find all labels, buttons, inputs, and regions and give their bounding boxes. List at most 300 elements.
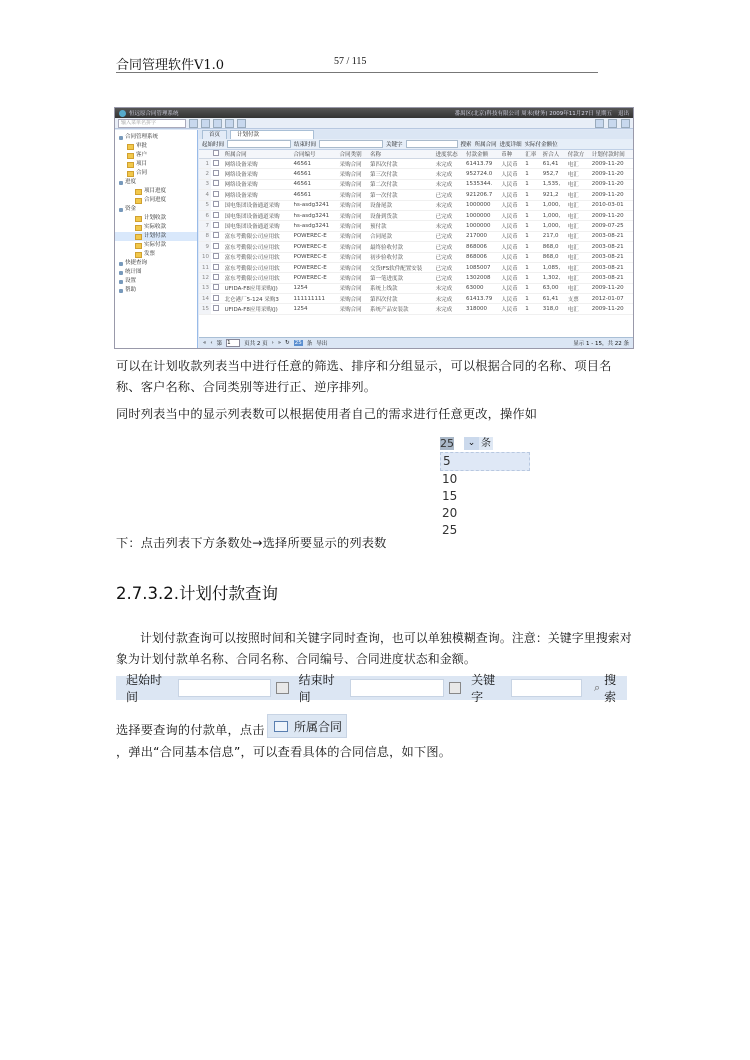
table-cell: 1000000 xyxy=(464,210,499,220)
table-cell: 采购合同 xyxy=(338,242,368,252)
app-screenshot xyxy=(114,107,634,349)
table-cell: 富东考勤限公司应用软 xyxy=(223,252,292,262)
row-checkbox[interactable] xyxy=(213,232,219,238)
paragraph: ，弹出“合同基本信息”，可以查看具体的合同信息，如下图。 xyxy=(116,745,452,759)
table-cell: 系统上线款 xyxy=(368,283,434,293)
paragraph: 下：点击列表下方条数处→选择所要显示的列表数 xyxy=(116,536,387,550)
tree-item[interactable] xyxy=(115,214,197,223)
checkbox-cell[interactable] xyxy=(211,252,223,262)
table-cell: 46561 xyxy=(292,179,338,189)
table-cell: 2010-03-01 xyxy=(590,200,633,210)
table-cell: UFIDA-F8应用采购(J) xyxy=(223,304,292,314)
tree-item[interactable] xyxy=(115,232,197,241)
table-cell: 868,0 xyxy=(541,242,566,252)
toolbar-button[interactable] xyxy=(189,119,198,128)
table-row[interactable] xyxy=(199,273,633,283)
search-bar xyxy=(116,673,627,704)
table-cell: 未完成 xyxy=(434,304,464,314)
table-cell: 人民币 xyxy=(499,179,523,189)
row-checkbox[interactable] xyxy=(213,160,219,166)
table-cell: 1 xyxy=(523,304,541,314)
prev-page-icon[interactable]: ‹ xyxy=(210,340,213,346)
table-cell: 1 xyxy=(523,221,541,231)
keyword-input[interactable] xyxy=(511,679,582,697)
next-page-icon[interactable]: › xyxy=(271,340,274,346)
table-cell: 61413.79 xyxy=(464,159,499,169)
table-cell: 1 xyxy=(523,294,541,304)
table-cell: 2009-11-20 xyxy=(590,179,633,189)
table-cell: 2003-08-21 xyxy=(590,273,633,283)
table-cell: 人民币 xyxy=(499,294,523,304)
app-titlebar xyxy=(115,108,633,118)
table-cell: 采购合同 xyxy=(338,159,368,169)
checkbox-cell[interactable] xyxy=(211,283,223,293)
dropdown-option[interactable]: 5 xyxy=(440,452,530,471)
export-button[interactable]: 导出 xyxy=(316,341,328,347)
column-header[interactable]: 合同类别 xyxy=(338,150,368,159)
tree-item[interactable] xyxy=(115,142,197,151)
tab-plan-payment[interactable]: 计划付款 xyxy=(230,130,314,139)
table-cell: 1302008 xyxy=(464,273,499,283)
menu-search-input[interactable]: 输入菜单名拼字 xyxy=(118,119,186,128)
tree-item-label: 实际付款 xyxy=(144,242,167,248)
table-row[interactable] xyxy=(199,231,633,241)
table-cell: 1000000 xyxy=(464,200,499,210)
table-cell: 2009-11-20 xyxy=(590,190,633,200)
page-header xyxy=(116,54,598,73)
checkbox-cell[interactable] xyxy=(211,273,223,283)
keyword-label: 关键字 xyxy=(386,142,403,148)
checkbox-cell[interactable] xyxy=(211,200,223,210)
tree-item-label: 计划付款 xyxy=(144,233,167,239)
row-checkbox[interactable] xyxy=(213,284,219,290)
row-checkbox[interactable] xyxy=(213,201,219,207)
table-row[interactable] xyxy=(199,159,633,169)
row-number: 9 xyxy=(199,242,211,252)
table-row[interactable] xyxy=(199,210,633,220)
checkbox-cell[interactable] xyxy=(211,242,223,252)
table-cell: 预付款 xyxy=(368,221,434,231)
row-checkbox[interactable] xyxy=(213,305,219,311)
table-cell: 868,0 xyxy=(541,252,566,262)
tree-item[interactable] xyxy=(115,277,197,286)
toolbar-button[interactable] xyxy=(608,119,617,128)
table-cell: 2009-11-20 xyxy=(590,169,633,179)
column-header[interactable]: 合同编号 xyxy=(292,150,338,159)
tree-item[interactable] xyxy=(115,196,197,205)
table-cell: 46561 xyxy=(292,169,338,179)
row-checkbox[interactable] xyxy=(213,212,219,218)
tree-item-label: 客户 xyxy=(136,152,148,158)
tree-item-label: 统计图 xyxy=(125,269,142,275)
table-cell: 未完成 xyxy=(434,294,464,304)
table-cell: 采购合同 xyxy=(338,294,368,304)
row-checkbox[interactable] xyxy=(213,243,219,249)
tree-node-icon xyxy=(119,271,123,275)
end-time-input[interactable] xyxy=(319,140,383,148)
belong-contract-button[interactable] xyxy=(267,714,347,738)
table-cell: 采购合同 xyxy=(338,190,368,200)
folder-icon xyxy=(135,198,142,204)
page-number: 57 / 115 xyxy=(334,56,367,67)
column-header[interactable]: 计划付款时间 xyxy=(590,150,633,159)
table-cell: 111111111 xyxy=(292,294,338,304)
tree-item-label: 资金 xyxy=(125,206,137,212)
toolbar-button[interactable] xyxy=(237,119,246,128)
table-cell: 1000000 xyxy=(464,221,499,231)
column-header[interactable]: 汇率 xyxy=(523,150,541,159)
checkbox-cell[interactable] xyxy=(211,304,223,314)
table-cell: 采购合同 xyxy=(338,179,368,189)
column-header[interactable]: 付款金额 xyxy=(464,150,499,159)
table-cell: 未完成 xyxy=(434,169,464,179)
table-cell: POWEREC-E xyxy=(292,273,338,283)
tree-item[interactable] xyxy=(115,286,197,295)
checkbox-cell[interactable] xyxy=(211,210,223,220)
start-time-input[interactable] xyxy=(227,140,291,148)
keyword-label: 关键字 xyxy=(471,673,496,704)
folder-icon xyxy=(135,243,142,249)
table-cell: 46561 xyxy=(292,190,338,200)
keyword-input[interactable] xyxy=(406,140,458,148)
tree-item-label: 审批 xyxy=(136,143,148,149)
column-header[interactable]: 所属合同 xyxy=(223,150,292,159)
table-row[interactable] xyxy=(199,221,633,231)
table-cell: 已完成 xyxy=(434,231,464,241)
app-toolbar xyxy=(115,118,633,129)
table-cell: 63000 xyxy=(464,283,499,293)
folder-icon xyxy=(127,171,134,177)
table-cell: 1,000, xyxy=(541,210,566,220)
row-checkbox[interactable] xyxy=(213,180,219,186)
table-cell: 已完成 xyxy=(434,242,464,252)
table-cell: 北仑港厂5-124 采购3 xyxy=(223,294,292,304)
search-button[interactable]: 搜索 xyxy=(460,142,472,148)
table-cell: 1,085, xyxy=(541,262,566,272)
table-row[interactable] xyxy=(199,304,633,314)
table-cell: 电汇 xyxy=(566,179,590,189)
table-cell: 采购合同 xyxy=(338,273,368,283)
folder-icon xyxy=(135,234,142,240)
logout-link[interactable]: 退出 xyxy=(617,111,629,117)
checkbox-cell[interactable] xyxy=(211,190,223,200)
start-time-label: 起始时间 xyxy=(126,673,163,704)
document-title: 合同管理软件V1.0 xyxy=(116,58,225,73)
row-checkbox[interactable] xyxy=(213,191,219,197)
table-cell: 第三次付款 xyxy=(368,169,434,179)
tree-item-label: 帮助 xyxy=(125,287,137,293)
table-row[interactable] xyxy=(199,190,633,200)
table-cell: 电汇 xyxy=(566,304,590,314)
table-cell: 富东考勤限公司应用软 xyxy=(223,242,292,252)
table-cell: 2009-11-20 xyxy=(590,159,633,169)
folder-icon xyxy=(135,189,142,195)
payment-grid xyxy=(199,150,633,315)
page-size-dropdown[interactable] xyxy=(440,436,530,539)
table-cell: POWEREC-E xyxy=(292,231,338,241)
checkbox-cell[interactable] xyxy=(211,221,223,231)
table-cell: 人民币 xyxy=(499,304,523,314)
tree-item[interactable] xyxy=(115,241,197,250)
table-cell: 富东考勤限公司应用软 xyxy=(223,231,292,241)
row-number: 2 xyxy=(199,169,211,179)
dropdown-option[interactable]: 10 xyxy=(442,472,458,486)
checkbox-cell[interactable] xyxy=(211,231,223,241)
table-cell: 1 xyxy=(523,179,541,189)
table-cell: 人民币 xyxy=(499,252,523,262)
belong-contract-button[interactable]: 所属合同 xyxy=(474,142,497,148)
table-cell: 合同尾款 xyxy=(368,231,434,241)
search-button[interactable]: 搜索 xyxy=(604,673,617,704)
tree-item[interactable] xyxy=(115,205,197,214)
dropdown-option[interactable]: 20 xyxy=(442,506,458,520)
refresh-icon[interactable]: ↻ xyxy=(285,340,290,346)
folder-icon xyxy=(127,162,134,168)
table-cell: 未完成 xyxy=(434,283,464,293)
app-logo-icon xyxy=(119,110,126,117)
table-cell: hs-asdg3241 xyxy=(292,200,338,210)
table-cell: 1 xyxy=(523,283,541,293)
tree-item[interactable] xyxy=(115,259,197,268)
pager-summary: 显示 1 - 15，共 22 条 xyxy=(573,341,629,347)
actual-amount-button[interactable]: 实际付金额位 xyxy=(524,142,558,148)
table-cell: 2009-11-20 xyxy=(590,283,633,293)
row-checkbox[interactable] xyxy=(213,222,219,228)
table-row[interactable] xyxy=(199,169,633,179)
checkbox-cell[interactable] xyxy=(211,179,223,189)
dropdown-option[interactable]: 25 xyxy=(442,523,458,537)
column-header[interactable]: 币种 xyxy=(499,150,523,159)
table-cell: 1 xyxy=(523,231,541,241)
checkbox-cell[interactable] xyxy=(211,169,223,179)
progress-detail-button[interactable]: 进度详细 xyxy=(499,142,522,148)
table-cell: 采购合同 xyxy=(338,283,368,293)
tree-item[interactable] xyxy=(115,169,197,178)
column-header[interactable]: 进度状态 xyxy=(434,150,464,159)
table-cell: 1 xyxy=(523,169,541,179)
table-cell: 2003-08-21 xyxy=(590,231,633,241)
table-cell: 电汇 xyxy=(566,221,590,231)
table-cell: 电汇 xyxy=(566,190,590,200)
table-cell: hs-asdg3241 xyxy=(292,221,338,231)
main-panel xyxy=(199,130,633,348)
table-row[interactable] xyxy=(199,242,633,252)
table-cell: 1 xyxy=(523,210,541,220)
tree-item[interactable] xyxy=(115,133,197,142)
tree-item-label: 计划收款 xyxy=(144,215,167,221)
table-cell: 61,41 xyxy=(541,159,566,169)
table-row[interactable] xyxy=(199,200,633,210)
table-cell: 交货IFS软件配置安装 xyxy=(368,262,434,272)
paragraph: 同时列表当中的显示列表数可以根据使用者自己的需求进行任意更改，操作如 xyxy=(116,407,538,421)
first-page-icon[interactable]: « xyxy=(203,340,207,346)
table-cell: 1,000, xyxy=(541,200,566,210)
table-cell: 采购合同 xyxy=(338,169,368,179)
table-cell: 人民币 xyxy=(499,242,523,252)
table-cell: POWEREC-E xyxy=(292,242,338,252)
table-cell: 采购合同 xyxy=(338,210,368,220)
tree-item-label: 进度 xyxy=(125,179,137,185)
table-cell: 未完成 xyxy=(434,159,464,169)
table-cell: 初步验收付款 xyxy=(368,252,434,262)
chevron-down-icon[interactable]: ⌄ xyxy=(464,437,479,450)
table-cell: 电汇 xyxy=(566,283,590,293)
table-cell: 1 xyxy=(523,242,541,252)
tree-item-label: 合同进度 xyxy=(144,197,167,203)
table-cell: 采购合同 xyxy=(338,304,368,314)
table-cell: 设备到货款 xyxy=(368,210,434,220)
tree-item-label: 快捷查询 xyxy=(125,260,148,266)
table-cell: 未完成 xyxy=(434,221,464,231)
tree-node-icon xyxy=(119,208,123,212)
tree-node-icon xyxy=(119,262,123,266)
tree-item[interactable] xyxy=(115,268,197,277)
table-cell: 富东考勤限公司应用软 xyxy=(223,273,292,283)
row-number: 13 xyxy=(199,283,211,293)
start-time-input[interactable] xyxy=(178,679,271,697)
table-cell: 网络设备采购 xyxy=(223,159,292,169)
table-cell: POWEREC-E xyxy=(292,252,338,262)
end-time-input[interactable] xyxy=(350,679,443,697)
table-cell: 第四次付款 xyxy=(368,294,434,304)
tab-home[interactable]: 首页 xyxy=(202,130,227,139)
checkbox-cell[interactable] xyxy=(211,294,223,304)
table-cell: 1 xyxy=(523,190,541,200)
table-cell: 已完成 xyxy=(434,273,464,283)
table-cell: 人民币 xyxy=(499,262,523,272)
tree-item[interactable] xyxy=(115,151,197,160)
tree-item[interactable] xyxy=(115,187,197,196)
search-icon[interactable]: ⌕ xyxy=(593,681,601,694)
table-cell: 人民币 xyxy=(499,221,523,231)
table-cell: 1 xyxy=(523,200,541,210)
table-cell: 2003-08-21 xyxy=(590,262,633,272)
table-cell: 46561 xyxy=(292,159,338,169)
table-cell: 2003-08-21 xyxy=(590,242,633,252)
tree-item[interactable] xyxy=(115,160,197,169)
table-cell: 1 xyxy=(523,262,541,272)
table-row[interactable] xyxy=(199,294,633,304)
table-cell: 217,0 xyxy=(541,231,566,241)
table-cell: hs-asdg3241 xyxy=(292,210,338,220)
toolbar-button[interactable] xyxy=(225,119,234,128)
row-checkbox[interactable] xyxy=(213,274,219,280)
table-row[interactable] xyxy=(199,252,633,262)
row-checkbox[interactable] xyxy=(213,295,219,301)
toolbar-button[interactable] xyxy=(201,119,210,128)
dropdown-option[interactable]: 15 xyxy=(442,489,458,503)
tree-item[interactable] xyxy=(115,223,197,232)
table-cell: 采购合同 xyxy=(338,200,368,210)
table-row[interactable] xyxy=(199,283,633,293)
table-cell: 已完成 xyxy=(434,252,464,262)
table-cell: 人民币 xyxy=(499,159,523,169)
table-row[interactable] xyxy=(199,262,633,272)
table-cell: 电汇 xyxy=(566,169,590,179)
row-checkbox[interactable] xyxy=(213,253,219,259)
column-header[interactable]: 折合人 xyxy=(541,150,566,159)
toolbar-button[interactable] xyxy=(621,119,630,128)
dropdown-options xyxy=(440,452,530,539)
row-number-header xyxy=(199,150,211,159)
table-cell: 电汇 xyxy=(566,242,590,252)
table-cell: 未完成 xyxy=(434,200,464,210)
table-cell: 318,0 xyxy=(541,304,566,314)
row-number: 11 xyxy=(199,262,211,272)
row-checkbox[interactable] xyxy=(213,264,219,270)
table-cell: UFIDA-F8应用采购(J) xyxy=(223,283,292,293)
page-size-unit: 条 xyxy=(306,341,313,347)
tree-item-label: 合同 xyxy=(136,170,148,176)
table-cell: 1 xyxy=(523,273,541,283)
table-cell: 61413.79 xyxy=(464,294,499,304)
table-cell: 已完成 xyxy=(434,190,464,200)
table-cell: 1254 xyxy=(292,304,338,314)
calendar-icon[interactable] xyxy=(276,682,288,694)
tree-item-label: 发票 xyxy=(144,251,156,257)
row-number: 8 xyxy=(199,231,211,241)
table-cell: 富东考勤限公司应用软 xyxy=(223,262,292,272)
button-label: 所属合同 xyxy=(294,719,343,734)
start-time-label: 起始时间 xyxy=(202,142,225,148)
table-cell: 人民币 xyxy=(499,210,523,220)
table-cell: 952724.0 xyxy=(464,169,499,179)
row-number: 3 xyxy=(199,179,211,189)
table-cell: 1535344. xyxy=(464,179,499,189)
table-cell: 网络设备采购 xyxy=(223,179,292,189)
toolbar-button[interactable] xyxy=(213,119,222,128)
dropdown-value[interactable]: 25 xyxy=(440,437,454,450)
folder-icon xyxy=(127,144,134,150)
tree-item-label: 实际收款 xyxy=(144,224,167,230)
checkbox-cell[interactable] xyxy=(211,159,223,169)
table-cell: 电汇 xyxy=(566,273,590,283)
select-all-checkbox[interactable] xyxy=(211,150,223,159)
table-cell: 第二次付款 xyxy=(368,179,434,189)
calendar-icon[interactable] xyxy=(449,682,461,694)
table-cell: 第一次付款 xyxy=(368,190,434,200)
app-title: 恒远原合同管理系统 xyxy=(129,111,179,117)
paragraph: 选择要查询的付款单，点击 xyxy=(116,723,265,737)
table-cell: 电汇 xyxy=(566,231,590,241)
last-page-icon[interactable]: » xyxy=(277,340,282,346)
tree-item-label: 项目 xyxy=(136,161,148,167)
page-prefix: 第 xyxy=(216,341,223,347)
table-cell: 国电集团设备通道采购 xyxy=(223,210,292,220)
table-row[interactable] xyxy=(199,179,633,189)
page-size-select[interactable]: 25 xyxy=(294,340,302,346)
table-cell: 设备尾款 xyxy=(368,200,434,210)
column-header[interactable]: 付款方 xyxy=(566,150,590,159)
table-cell: 人民币 xyxy=(499,273,523,283)
paragraph: 可以在计划收款列表当中进行任意的筛选、排序和分组显示，可以根据合同的名称、项目名称、客户名称、合同类别等进行正、逆序排列。 xyxy=(116,359,612,394)
row-number: 15 xyxy=(199,304,211,314)
column-header[interactable]: 名称 xyxy=(368,150,434,159)
table-cell: 采购合同 xyxy=(338,221,368,231)
tree-item[interactable] xyxy=(115,250,197,259)
tree-item[interactable] xyxy=(115,178,197,187)
table-cell: 2009-07-25 xyxy=(590,221,633,231)
user-info: 番禺区(北京)科技有限公司 周末(财务) 2009年11月27日 星期五 xyxy=(454,111,612,117)
toolbar-button[interactable] xyxy=(595,119,604,128)
table-cell: 217000 xyxy=(464,231,499,241)
checkbox-cell[interactable] xyxy=(211,262,223,272)
dropdown-unit: 条 xyxy=(481,438,491,449)
tree-node-icon xyxy=(119,280,123,284)
row-checkbox[interactable] xyxy=(213,170,219,176)
tab-bar xyxy=(199,130,633,139)
page-input[interactable]: 1 xyxy=(226,339,240,347)
